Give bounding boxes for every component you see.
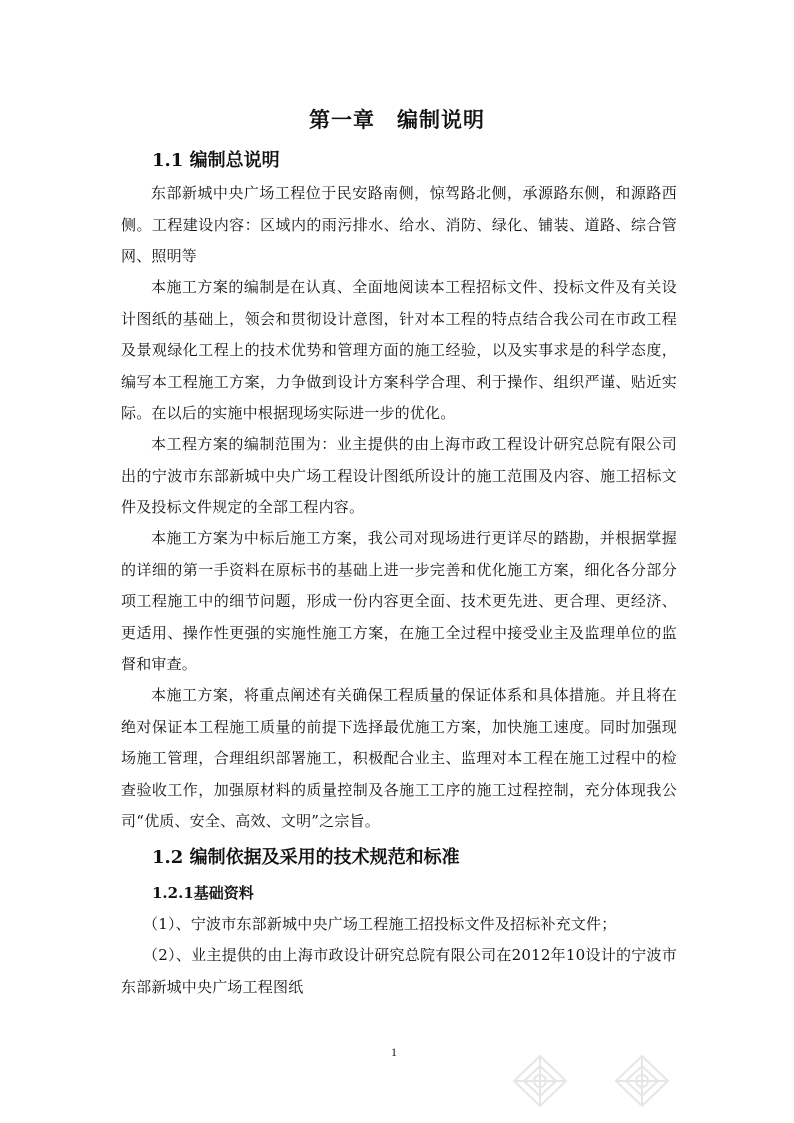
- watermark-logo-icon: [508, 1052, 572, 1110]
- list-item-design-drawings: （2）、业主提供的由上海市政设计研究总院有限公司在2012年10设计的宁波市东部新城中央广场工程图纸: [121, 946, 677, 996]
- page-number: 1: [391, 1045, 397, 1059]
- watermark-logo-icon: [610, 1052, 674, 1110]
- subsection-heading-1-2-1: 1.2.1基础资料: [152, 884, 254, 902]
- paragraph-plan-basis: 本施工方案的编制是在认真、全面地阅读本工程招标文件、投标文件及有关设计图纸的基础上，领会和贯彻设计意图，针对本工程的特点结合我公司在市政工程及景观绿化工程上的技术优势和管理方面的施工经验，以及实事求是的科学态度，编写本工程施工方案，力争做到设计方案科学合理、利于操作、组织严谨、贴近实际。在以后的实施中根据现场实际进一步的优化。: [121, 278, 677, 422]
- section-heading-1-1: 1.1 编制总说明: [152, 150, 280, 171]
- paragraph-project-location: 东部新城中央广场工程位于民安路南侧，惊驾路北侧，承源路东侧，和源路西侧。工程建设内容：区域内的雨污排水、给水、消防、绿化、铺装、道路、综合管网、照明等: [121, 184, 677, 265]
- chapter-title: 第一章 编制说明: [309, 108, 485, 132]
- list-item-bid-documents: （1）、宁波市东部新城中央广场工程施工招投标文件及招标补充文件；: [143, 915, 617, 933]
- paragraph-quality-assurance: 本施工方案，将重点阐述有关确保工程质量的保证体系和具体措施。并且将在绝对保证本工程施工质量的前提下选择最优施工方案，加快施工速度。同时加强现场施工管理，合理组织部署施工，积极配合业主、监理对本工程在施工过程中的检查验收工作，加强原材料的质量控制及各施工工序的施工过程控制，充分体现我公司“优质、安全、高效、文明”之宗旨。: [121, 686, 677, 830]
- section-heading-1-2: 1.2 编制依据及采用的技术规范和标准: [152, 847, 460, 868]
- paragraph-plan-scope: 本工程方案的编制范围为：业主提供的由上海市政工程设计研究总院有限公司出的宁波市东部新城中央广场工程设计图纸所设计的施工范围及内容、施工招标文件及投标文件规定的全部工程内容。: [121, 435, 677, 516]
- paragraph-post-bid-plan: 本施工方案为中标后施工方案，我公司对现场进行更详尽的踏勘，并根据掌握的详细的第一手资料在原标书的基础上进一步完善和优化施工方案，细化各分部分项工程施工中的细节问题，形成一份内容更全面、技术更先进、更合理、更经济、更适用、操作性更强的实施性施工方案，在施工全过程中接受业主及监理单位的监督和审查。: [121, 529, 677, 673]
